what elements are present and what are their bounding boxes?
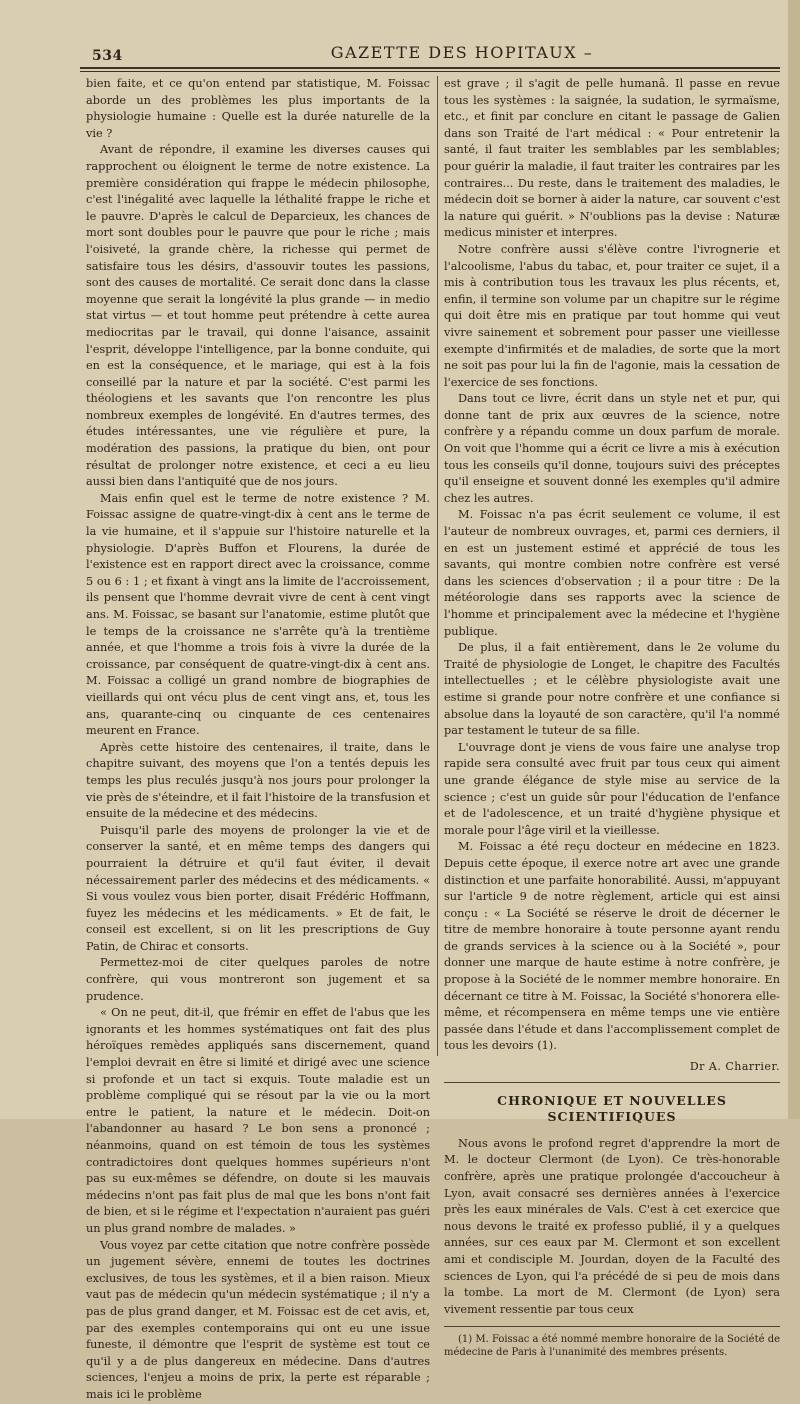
right-paragraph-1: est grave ; il s'agit de pelle humanâ. Il passe en revue tous les systèmes : la saignée, la sudation, le syrmaïsme, etc., et finit par conclure en citant le passage de Galien dans son Traité de l'art médical : « Pour entretenir la santé, il faut traiter les semblables par les semblables; pour guérir la maladie, il faut traiter les contraires par les contraires... Du reste, dans le traitement des maladies, le médecin doit se borner à aider la nature, car souvent c'est la nature qui guérit. » N'oublions pas la devise : Naturæ medicus minister et interpres. — [444, 77, 780, 240]
left-paragraph-2: Avant de répondre, il examine les diverses causes qui rapprochent ou éloignent le terme de notre existence. La première considération qui frappe le médecin philosophe, c'est l'inégalité avec laquelle la léthalité frappe le riche et le pauvre. D'après le calcul de Deparcieux, les chances de mort sont doubles pour le pauvre que pour le riche ; mais l'oisiveté, la grande chère, la richesse qui permet de satisfaire tous les désirs, d'assouvir toutes les passions, sont des causes de mortalité. Ce serait donc dans la classe moyenne que serait la longévité la plus grande — in medio stat virtus — et tout homme peut prétendre à cette aurea mediocritas par le travail, qui donne l'aisance, assainit l'esprit, développe l'intelligence, par la bonne conduite, qui en est la conséquence, et le mariage, qui est à la fois conseillé par la nature et par la société. C'est parmi les théologiens et les savants que l'on rencontre les plus nombreux exemples de longévité. En d'autres termes, des études intéressantes, une vie régulière et pure, la modération des passions, la pratique du bien, ont pour résultat de prolonger notre existence, et ceci a eu lieu aussi bien dans l'antiquité que de nos jours. — [86, 143, 430, 489]
page-number: 534 — [92, 48, 123, 64]
right-paragraph-5: De plus, il a fait entièrement, dans le 2e volume du Traité de physiologie de Longet, le chapitre des Facultés intellectuelles ; et le célèbre physiologiste avait une estime si grande pour notre confrère et une confiance si absolue dans la loyauté de son caractère, qu'il l'a nommé par testament le tuteur de sa fille. — [444, 641, 780, 738]
header-ornament: – — [583, 43, 594, 62]
footnote: (1) M. Foissac a été nommé membre honoraire de la Société de médecine de Paris à l'unanimité des membres présents. — [444, 1334, 781, 1359]
right-paragraph-4: M. Foissac n'a pas écrit seulement ce volume, il est l'auteur de nombreux ouvrages, et, parmi ces derniers, il en est un justement estimé et apprécié de tous les savants, qui montre combien notre confrère est versé dans les sciences d'observation ; il a pour titre : De la météorologie dans ses rapports avec la science de l'homme et principalement avec la médecine et l'hygiène publique. — [444, 508, 780, 638]
author-signature: Dr A. Charrier. — [689, 1060, 780, 1074]
header-rule — [80, 67, 780, 69]
left-column — [86, 76, 430, 1404]
left-paragraph-5: Puisqu'il parle des moyens de prolonger la vie et de conserver la santé, et en même temps des dangers qui pourraient la détruire et qu'il faut éviter, il devait nécessairement parler des médecins et des médicaments. « Si vous voulez vous bien porter, disait Frédéric Hoffmann, fuyez les médecins et les médicaments. » Et de fait, le conseil est excellent, si on lit les prescriptions de Guy Patin, de Chirac et consorts. — [86, 823, 430, 953]
section-title: CHRONIQUE ET NOUVELLES SCIENTIFIQUES — [497, 1092, 727, 1125]
page-header — [72, 40, 786, 64]
journal-title-text: GAZETTE DES HOPITAUX — [330, 43, 578, 62]
header-rule-thin — [80, 71, 780, 72]
left-paragraph-8: Vous voyez par cette citation que notre confrère possède un jugement sévère, ennemi de toutes les doctrines exclusives, de tous les systèmes, et il a bien raison. Mieux vaut pas de médecin qu'un médecin systématique ; il n'y a pas de plus grand danger, et M. Foissac est de cet avis, et, par des exemples contemporains qui ont eu une issue funeste, il démontre que l'esprit de système est tout ce qu'il y a de plus dangereux en médecine. Dans d'autres sciences, l'enjeu a moins de prix, la perte est réparable ; mais ici le problème — [86, 1238, 430, 1401]
section-rule — [444, 1082, 780, 1083]
footnote-rule — [444, 1326, 780, 1327]
page-edge — [788, 0, 800, 1119]
left-paragraph-6: Permettez-moi de citer quelques paroles de notre confrère, qui vous montreront son jugement et sa prudence. — [86, 956, 430, 1003]
left-paragraph-3: Mais enfin quel est le terme de notre existence ? M. Foissac assigne de quatre-vingt-dix à cent ans le terme de la vie humaine, et il s'appuie sur l'histoire naturelle et la physiologie. D'après Buffon et Flourens, la durée de l'existence est en rapport direct avec la croissance, comme 5 ou 6 : 1 ; et fixant à vingt ans la limite de l'accroissement, ils pensent que l'homme devrait vivre de cent à cent vingt ans. M. Foissac, se basant sur l'anatomie, estime plutôt que le temps de la croissance ne s'arrête qu'à la trentième année, et que l'homme a trois fois à vivre la durée de la croissance, par conséquent de quatre-vingt-dix à cent ans. M. Foissac a colligé un grand nombre de biographies de vieillards qui ont vécu plus de cent vingt ans, et, tous les ans, quarante-cinq ou cinquante de ces centenaires meurent en France. — [86, 491, 430, 738]
right-column — [444, 76, 780, 1359]
column-divider — [437, 76, 438, 1056]
journal-title — [322, 43, 602, 62]
right-paragraph-2: Notre confrère aussi s'élève contre l'ivrognerie et l'alcoolisme, l'abus du tabac, et, pour traiter ce sujet, il a mis à contribution tous les travaux les plus récents, et, enfin, il termine son volume par un chapitre sur le régime qui doit être mis en pratique par tout homme qui veut vivre sainement et sobrement pour passer une vieillesse exempte d'infirmités et de maladies, de sorte que la mort ne soit pas pour lui la fin de l'agonie, mais la cessation de l'exercice de ses fonctions. — [444, 242, 780, 389]
right-paragraph-7: M. Foissac a été reçu docteur en médecine en 1823. Depuis cette époque, il exerce notre art avec une grande distinction et une parfaite honorabilité. Aussi, m'appuyant sur l'article 9 de notre règlement, article qui est ainsi conçu : « La Société se réserve le droit de décerner le titre de membre honoraire à toute personne ayant rendu de grands services à la science ou à la Société », pour donner une marque de haute estime à notre confrère, je propose à la Société de le nommer membre honoraire. En décernant ce titre à M. Foissac, la Société s'honorera elle-même, et récompensera en même temps une vie entière passée dans l'étude et dans l'accomplissement complet de tous les devoirs (1). — [444, 840, 780, 1053]
right-paragraph-3: Dans tout ce livre, écrit dans un style net et pur, qui donne tant de prix aux œuvres de la science, notre confrère y a répandu comme un doux parfum de morale. On voit que l'homme qui a écrit ce livre a mis à exécution tous les conseils qu'il donne, toujours suivi des préceptes qu'il enseigne et souvent donné les exemples qu'il admire chez les autres. — [444, 392, 780, 505]
left-paragraph-1: bien faite, et ce qu'on entend par statistique, M. Foissac aborde un des problèmes les plus importants de la physiologie humaine : Quelle est la durée naturelle de la vie ? — [86, 77, 430, 140]
left-paragraph-4: Après cette histoire des centenaires, il traite, dans le chapitre suivant, des moyens que l'on a tentés depuis les temps les plus reculés jusqu'à nos jours pour prolonger la vie près de s'éteindre, et il fait l'histoire de la transfusion et ensuite de la médecine et des médecins. — [86, 740, 430, 821]
chronicle-paragraph-1: Nous avons le profond regret d'apprendre la mort de M. le docteur Clermont (de Lyon). Ce très-honorable confrère, après une pratique prolongée d'accoucheur à Lyon, avait consacré ses dernières années à l'exercice près les eaux minérales de Vals. C'est à cet exercice que nous devons le traité ex professo publié, il y a quelques années, sur ces eaux par M. Clermont et son excellent ami et condisciple M. Jourdan, doyen de la Faculté des sciences de Lyon, qui l'a précédé de si peu de mois dans la tombe. La mort de M. Clermont (de Lyon) sera vivement ressentie par tous ceux — [444, 1136, 780, 1316]
right-paragraph-6: L'ouvrage dont je viens de vous faire une analyse trop rapide sera consulté avec fruit par tous ceux qui aiment une grande élégance de style mise au service de la science ; c'est un guide sûr pour l'éducation de l'enfance et de l'adolescence, et un traité d'hygiène physique et morale pour l'âge viril et la vieillesse. — [444, 740, 780, 837]
left-paragraph-7: « On ne peut, dit-il, que frémir en effet de l'abus que les ignorants et les hommes systématiques ont fait des plus héroïques remèdes appliqués sans discernement, quand l'emploi devrait en être si limité et dirigé avec une science si profonde et un tact si exquis. Toute maladie est un problème compliqué qui se résout par la vie ou la mort entre le patient, la nature et le médecin. Doit-on l'abandonner au hasard ? Le bon sens a prononcé ; néanmoins, quand on est témoin de tous les systèmes contradictoires dont quelques hommes supérieurs n'ont pas su eux-mêmes se défendre, on doute si les mauvais médecins n'ont pas fait plus de mal que les bons n'ont fait de bien, et si le régime et l'expectation n'auraient pas guéri un plus grand nombre de malades. » — [86, 1006, 430, 1235]
